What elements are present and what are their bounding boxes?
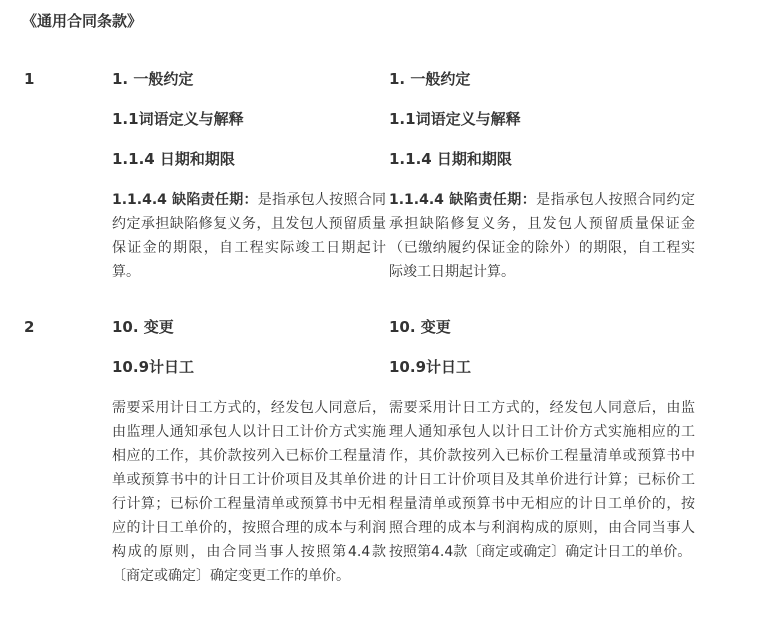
clause-text: 是指承包人按照合同约定承担缺陷修复义务，且发包人预留质量保证金（已缴纳履约保证金的除外）的期限，自工程实际竣工日期起计算。 [389,192,695,280]
clause-term: 1.1.4.4 缺陷责任期： [389,192,537,208]
section-heading: 10. 变更 [112,318,174,336]
subsection-heading: 1.1词语定义与解释 [112,110,244,128]
subsubsection-heading: 1.1.4 日期和期限 [389,150,512,168]
clause-paragraph: 需要采用计日工方式的，经发包人同意后，由监理人通知承包人以计日工计价方式实施相应的工作，其价款按列入已标价工程量清单或预算书中的计日工计价项目及其单价进行计算；已标价工程量清单或预算书中无相应的计日工单价的，按照合理的成本与利润构成的原则，由合同当事人按照第4.4款〔商定或确定〕确定变更工作的单价。 [112,400,386,584]
clause-paragraph [389,188,695,284]
revised-clause-column [389,68,695,284]
section-heading: 10. 变更 [389,318,451,336]
subsubsection-heading: 1.1.4 日期和期限 [112,150,235,168]
document-title: 《通用合同条款》 [22,12,143,30]
section-heading: 1. 一般约定 [112,70,194,88]
subsection-heading: 10.9计日工 [389,358,472,376]
original-clause-column [112,316,386,588]
clause-paragraph [112,188,386,284]
revised-clause-column [389,316,695,564]
subsection-heading: 1.1词语定义与解释 [389,110,521,128]
subsection-heading: 10.9计日工 [112,358,195,376]
clause-paragraph: 需要采用计日工方式的，经发包人同意后，由监理人通知承包人以计日工计价方式实施相应的工作，其价款按列入已标价工程量清单或预算书中的计日工计价项目及其单价进行计算；已标价工程量清单或预算书中无相应的计日工单价的，按照合理的成本与利润构成的原则，由合同当事人按照第4.4款〔商定或确定〕确定计日工的单价。 [389,400,695,560]
section-heading: 1. 一般约定 [389,70,471,88]
clause-text: 是指承包人按照合同约定承担缺陷修复义务，且发包人预留质量保证金的期限，自工程实际竣工日期起计算。 [112,192,387,280]
clause-term: 1.1.4.4 缺陷责任期： [112,192,258,208]
original-clause-column [112,68,386,284]
row-number: 1 [24,70,35,88]
row-number: 2 [24,318,35,336]
